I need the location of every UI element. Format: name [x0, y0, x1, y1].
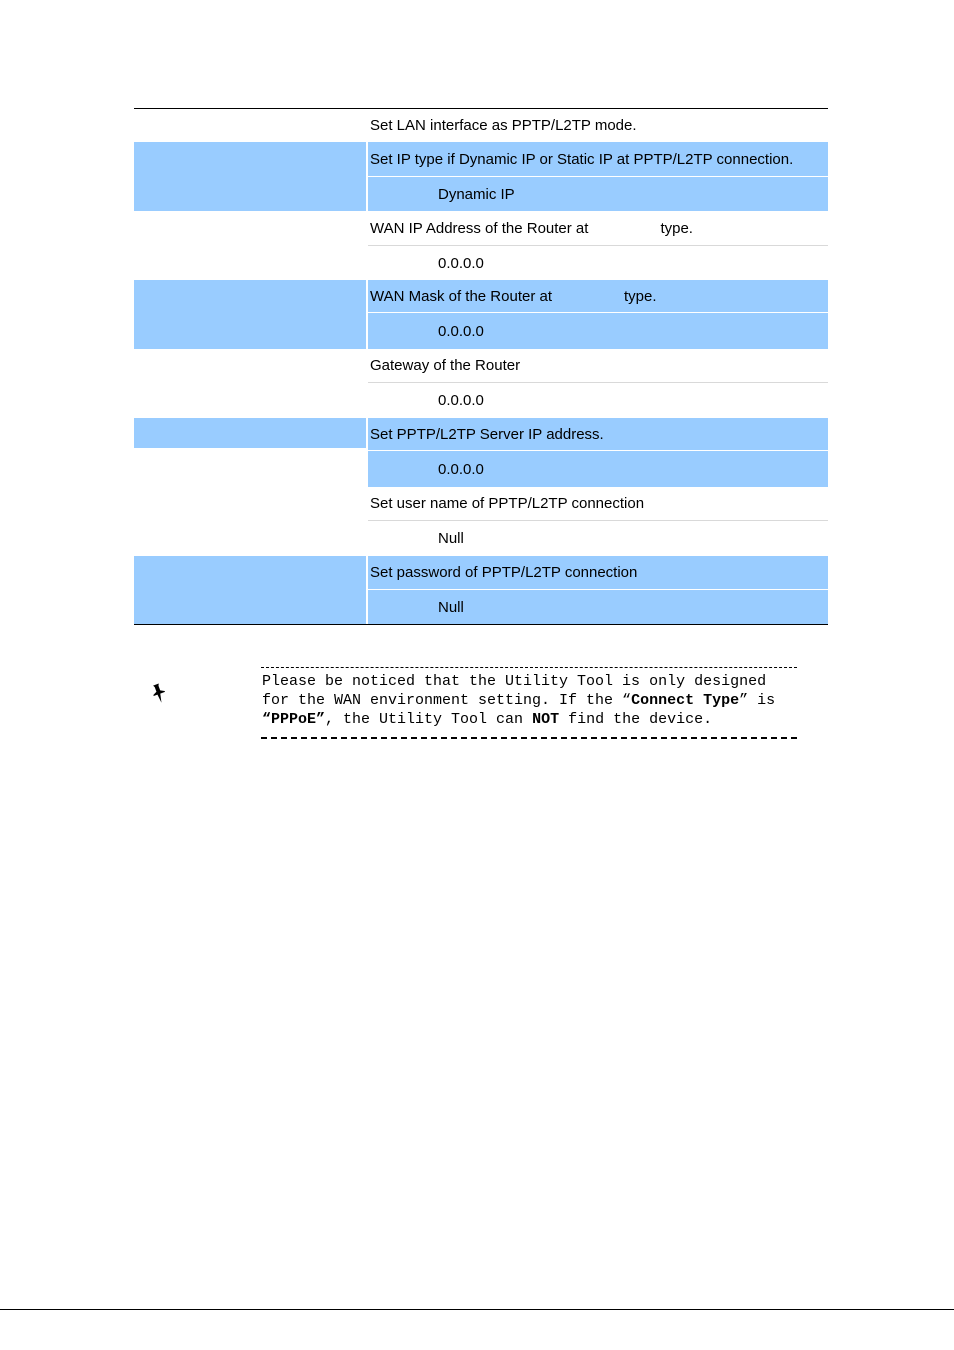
row-default: 0.0.0.0: [368, 313, 828, 349]
row-mode: [134, 109, 828, 142]
param-cell: [134, 142, 366, 211]
row-wan-mask: [134, 280, 828, 349]
desc-part-b: type.: [624, 287, 657, 305]
param-cell: [134, 280, 366, 349]
not-text: NOT: [532, 711, 560, 728]
pushpin-icon: [152, 682, 170, 704]
pptp-settings-table: [134, 108, 828, 625]
row-password: [134, 556, 828, 624]
row-desc: Set IP type if Dynamic IP or Static IP at PPTP/L2TP connection.: [368, 142, 828, 177]
row-username: [134, 487, 828, 556]
desc-part-a: WAN IP Address of the Router at: [370, 219, 589, 237]
param-cell: [134, 487, 366, 556]
note-text: for the WAN environment setting. If the “: [262, 692, 632, 709]
row-desc: Set password of PPTP/L2TP connection: [368, 556, 828, 590]
param-cell: [134, 211, 366, 280]
param-cell: [134, 556, 366, 624]
connect-type-text: Connect Type: [631, 692, 740, 709]
note-text: , the Utility Tool can: [325, 711, 533, 728]
row-default: 0.0.0.0: [438, 254, 484, 272]
row-desc: [368, 211, 828, 246]
row-desc: Set PPTP/L2TP Server IP address.: [368, 418, 828, 451]
row-default: Dynamic IP: [368, 177, 828, 211]
note-box: [261, 667, 797, 739]
row-default: Null: [368, 590, 828, 624]
note-line-1: Please be noticed that the Utility Tool is only designed: [262, 673, 767, 690]
note-text: find the device.: [559, 711, 713, 728]
desc-part-b: type.: [660, 219, 693, 237]
pppoe-text: “PPPoE”: [262, 711, 326, 728]
param-cell: [134, 349, 366, 418]
row-desc: Set LAN interface as PPTP/L2TP mode.: [370, 117, 637, 134]
note-line-2: [262, 691, 797, 710]
row-wan-ip: [134, 211, 828, 280]
desc-part-a: WAN Mask of the Router at: [370, 287, 553, 305]
row-desc: [368, 280, 828, 313]
param-cell: [134, 109, 366, 142]
row-default: 0.0.0.0: [438, 392, 484, 409]
note-text: ” is: [739, 692, 776, 709]
row-ip-type: [134, 142, 828, 211]
param-cell: [134, 418, 366, 449]
note-line-3: [262, 710, 797, 729]
row-server-ip: [134, 418, 828, 487]
row-desc: Set user name of PPTP/L2TP connection: [368, 487, 828, 521]
row-gateway: [134, 349, 828, 418]
row-default: Null: [438, 530, 464, 547]
row-default: 0.0.0.0: [368, 451, 828, 487]
row-desc: Gateway of the Router: [368, 349, 828, 383]
footer-divider: [0, 1309, 954, 1310]
